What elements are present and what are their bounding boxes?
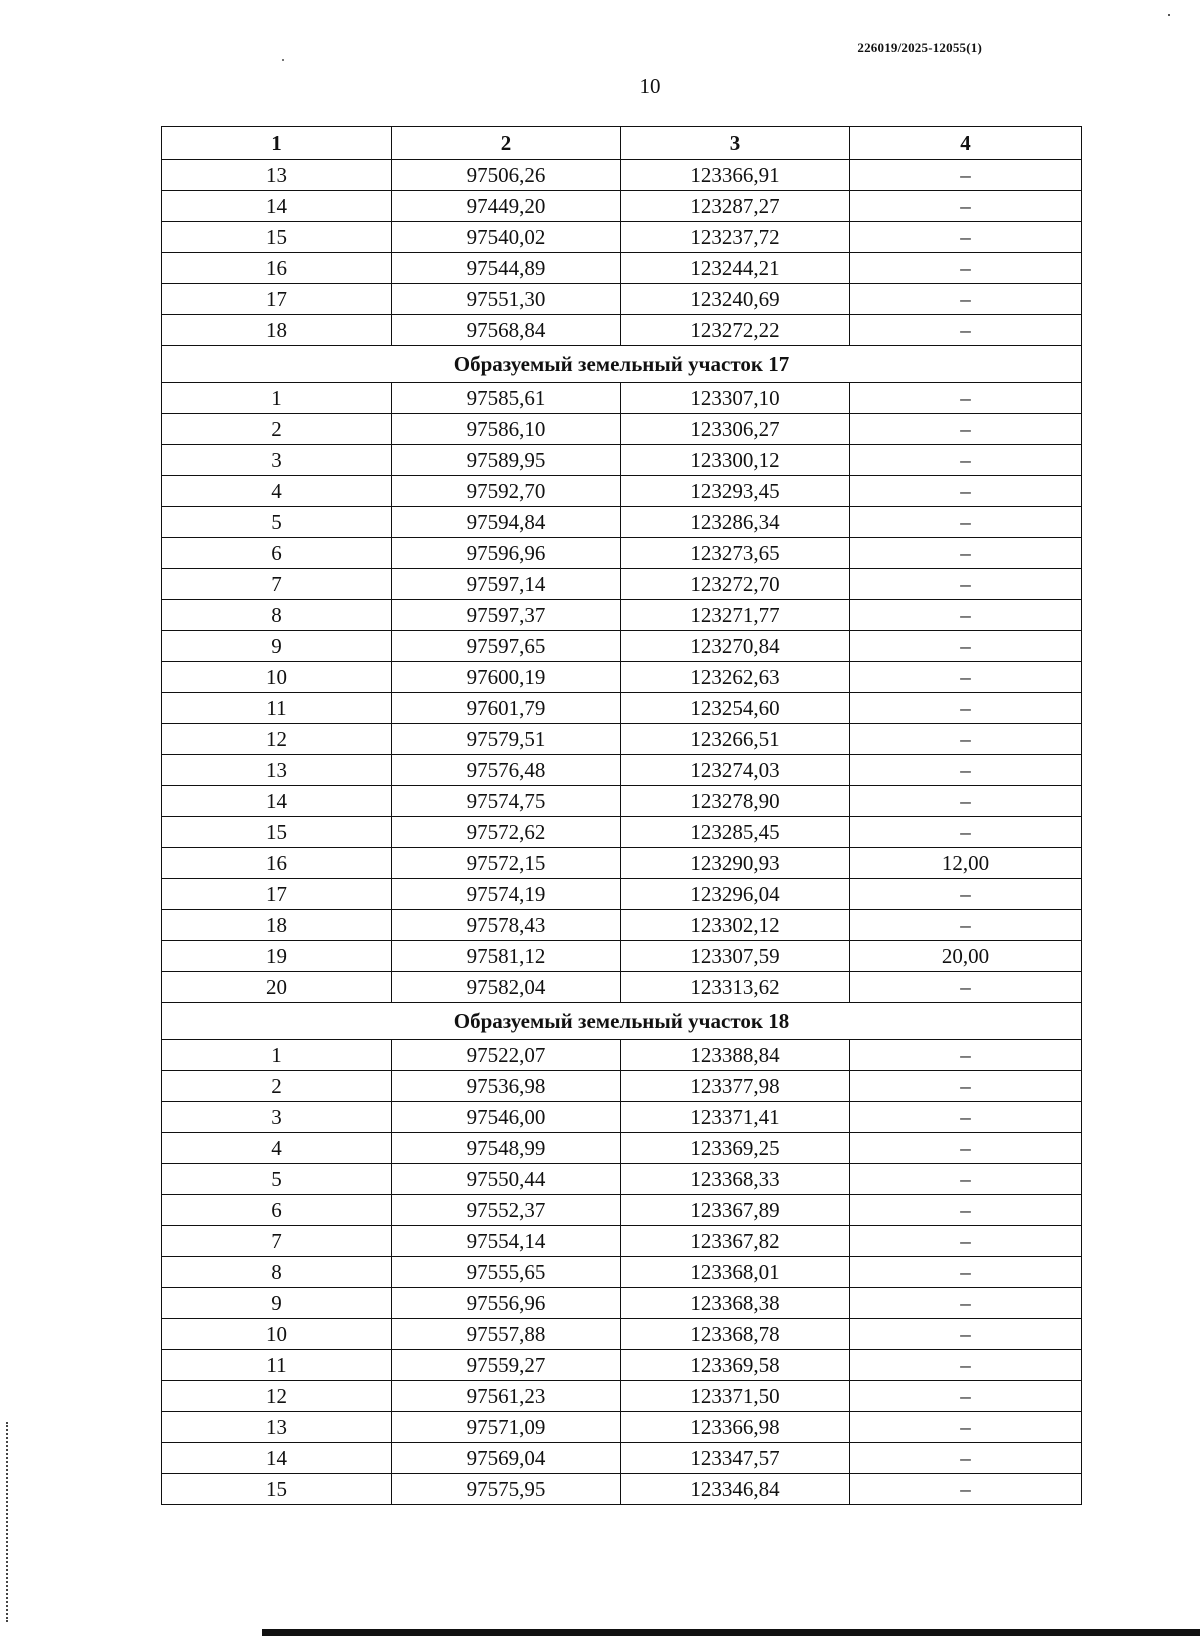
y-coordinate-cell: 123366,91: [621, 160, 850, 191]
y-coordinate-cell: 123300,12: [621, 445, 850, 476]
point-number-cell: 18: [162, 910, 392, 941]
x-coordinate-cell: 97597,37: [392, 600, 621, 631]
point-number-cell: 8: [162, 1257, 392, 1288]
distance-cell: –: [850, 507, 1082, 538]
table-row: [162, 222, 1082, 253]
table-row: [162, 253, 1082, 284]
x-coordinate-cell: 97556,96: [392, 1288, 621, 1319]
column-header-4: 4: [850, 127, 1082, 160]
distance-cell: –: [850, 160, 1082, 191]
table-row: [162, 445, 1082, 476]
y-coordinate-cell: 123307,10: [621, 383, 850, 414]
point-number-cell: 3: [162, 1102, 392, 1133]
distance-cell: 12,00: [850, 848, 1082, 879]
table-row: [162, 507, 1082, 538]
scan-edge-mark: [6, 1422, 8, 1622]
y-coordinate-cell: 123266,51: [621, 724, 850, 755]
point-number-cell: 3: [162, 445, 392, 476]
column-header-1: 1: [162, 127, 392, 160]
point-number-cell: 15: [162, 222, 392, 253]
distance-cell: –: [850, 755, 1082, 786]
table-row: [162, 1195, 1082, 1226]
y-coordinate-cell: 123371,50: [621, 1381, 850, 1412]
distance-cell: –: [850, 724, 1082, 755]
y-coordinate-cell: 123347,57: [621, 1443, 850, 1474]
table-row: [162, 476, 1082, 507]
table-row: [162, 1257, 1082, 1288]
table-row: [162, 662, 1082, 693]
section-title: Образуемый земельный участок 17: [162, 346, 1082, 383]
distance-cell: –: [850, 414, 1082, 445]
point-number-cell: 16: [162, 253, 392, 284]
distance-cell: –: [850, 600, 1082, 631]
point-number-cell: 18: [162, 315, 392, 346]
table-row: [162, 160, 1082, 191]
point-number-cell: 12: [162, 724, 392, 755]
distance-cell: –: [850, 538, 1082, 569]
table-row: [162, 786, 1082, 817]
point-number-cell: 20: [162, 972, 392, 1003]
scan-artifact-speck: [282, 59, 284, 61]
point-number-cell: 13: [162, 755, 392, 786]
distance-cell: –: [850, 879, 1082, 910]
distance-cell: –: [850, 445, 1082, 476]
x-coordinate-cell: 97585,61: [392, 383, 621, 414]
x-coordinate-cell: 97548,99: [392, 1133, 621, 1164]
distance-cell: –: [850, 1443, 1082, 1474]
y-coordinate-cell: 123367,82: [621, 1226, 850, 1257]
distance-cell: –: [850, 222, 1082, 253]
y-coordinate-cell: 123306,27: [621, 414, 850, 445]
x-coordinate-cell: 97544,89: [392, 253, 621, 284]
table-row: [162, 1443, 1082, 1474]
table-row: [162, 600, 1082, 631]
y-coordinate-cell: 123368,38: [621, 1288, 850, 1319]
point-number-cell: 14: [162, 1443, 392, 1474]
x-coordinate-cell: 97571,09: [392, 1412, 621, 1443]
y-coordinate-cell: 123368,33: [621, 1164, 850, 1195]
x-coordinate-cell: 97601,79: [392, 693, 621, 724]
section-row: [162, 1003, 1082, 1040]
distance-cell: –: [850, 1040, 1082, 1071]
y-coordinate-cell: 123273,65: [621, 538, 850, 569]
point-number-cell: 15: [162, 1474, 392, 1505]
point-number-cell: 10: [162, 1319, 392, 1350]
point-number-cell: 6: [162, 1195, 392, 1226]
x-coordinate-cell: 97551,30: [392, 284, 621, 315]
x-coordinate-cell: 97582,04: [392, 972, 621, 1003]
x-coordinate-cell: 97522,07: [392, 1040, 621, 1071]
point-number-cell: 9: [162, 631, 392, 662]
table-row: [162, 631, 1082, 662]
x-coordinate-cell: 97540,02: [392, 222, 621, 253]
x-coordinate-cell: 97578,43: [392, 910, 621, 941]
x-coordinate-cell: 97589,95: [392, 445, 621, 476]
table-row: [162, 910, 1082, 941]
x-coordinate-cell: 97554,14: [392, 1226, 621, 1257]
distance-cell: –: [850, 693, 1082, 724]
y-coordinate-cell: 123274,03: [621, 755, 850, 786]
y-coordinate-cell: 123254,60: [621, 693, 850, 724]
y-coordinate-cell: 123287,27: [621, 191, 850, 222]
table-row: [162, 1474, 1082, 1505]
table-row: [162, 1319, 1082, 1350]
x-coordinate-cell: 97546,00: [392, 1102, 621, 1133]
section-row: [162, 346, 1082, 383]
distance-cell: –: [850, 1071, 1082, 1102]
point-number-cell: 14: [162, 786, 392, 817]
y-coordinate-cell: 123278,90: [621, 786, 850, 817]
table-row: [162, 724, 1082, 755]
y-coordinate-cell: 123296,04: [621, 879, 850, 910]
point-number-cell: 11: [162, 1350, 392, 1381]
distance-cell: –: [850, 1319, 1082, 1350]
y-coordinate-cell: 123270,84: [621, 631, 850, 662]
x-coordinate-cell: 97552,37: [392, 1195, 621, 1226]
y-coordinate-cell: 123369,58: [621, 1350, 850, 1381]
x-coordinate-cell: 97586,10: [392, 414, 621, 445]
table-row: [162, 972, 1082, 1003]
x-coordinate-cell: 97576,48: [392, 755, 621, 786]
distance-cell: –: [850, 972, 1082, 1003]
distance-cell: –: [850, 662, 1082, 693]
distance-cell: –: [850, 1133, 1082, 1164]
point-number-cell: 5: [162, 507, 392, 538]
y-coordinate-cell: 123368,01: [621, 1257, 850, 1288]
table-body: [162, 160, 1082, 1505]
point-number-cell: 12: [162, 1381, 392, 1412]
table-row: [162, 1102, 1082, 1133]
distance-cell: –: [850, 1257, 1082, 1288]
x-coordinate-cell: 97579,51: [392, 724, 621, 755]
table-row: [162, 848, 1082, 879]
x-coordinate-cell: 97559,27: [392, 1350, 621, 1381]
y-coordinate-cell: 123388,84: [621, 1040, 850, 1071]
y-coordinate-cell: 123262,63: [621, 662, 850, 693]
table-row: [162, 1350, 1082, 1381]
distance-cell: –: [850, 631, 1082, 662]
y-coordinate-cell: 123313,62: [621, 972, 850, 1003]
y-coordinate-cell: 123302,12: [621, 910, 850, 941]
distance-cell: –: [850, 191, 1082, 222]
x-coordinate-cell: 97536,98: [392, 1071, 621, 1102]
distance-cell: –: [850, 1288, 1082, 1319]
point-number-cell: 2: [162, 414, 392, 445]
y-coordinate-cell: 123237,72: [621, 222, 850, 253]
distance-cell: –: [850, 1195, 1082, 1226]
distance-cell: –: [850, 786, 1082, 817]
distance-cell: –: [850, 1381, 1082, 1412]
table-row: [162, 879, 1082, 910]
y-coordinate-cell: 123367,89: [621, 1195, 850, 1226]
point-number-cell: 1: [162, 1040, 392, 1071]
table-row: [162, 1071, 1082, 1102]
x-coordinate-cell: 97569,04: [392, 1443, 621, 1474]
distance-cell: –: [850, 253, 1082, 284]
point-number-cell: 11: [162, 693, 392, 724]
y-coordinate-cell: 123272,22: [621, 315, 850, 346]
y-coordinate-cell: 123377,98: [621, 1071, 850, 1102]
y-coordinate-cell: 123271,77: [621, 600, 850, 631]
x-coordinate-cell: 97597,14: [392, 569, 621, 600]
x-coordinate-cell: 97550,44: [392, 1164, 621, 1195]
distance-cell: –: [850, 315, 1082, 346]
x-coordinate-cell: 97600,19: [392, 662, 621, 693]
y-coordinate-cell: 123272,70: [621, 569, 850, 600]
distance-cell: –: [850, 569, 1082, 600]
table-row: [162, 1040, 1082, 1071]
x-coordinate-cell: 97557,88: [392, 1319, 621, 1350]
x-coordinate-cell: 97592,70: [392, 476, 621, 507]
table-row: [162, 693, 1082, 724]
table-row: [162, 315, 1082, 346]
point-number-cell: 15: [162, 817, 392, 848]
distance-cell: –: [850, 476, 1082, 507]
x-coordinate-cell: 97572,15: [392, 848, 621, 879]
distance-cell: –: [850, 1474, 1082, 1505]
table-header-row: [162, 127, 1082, 160]
point-number-cell: 1: [162, 383, 392, 414]
point-number-cell: 7: [162, 569, 392, 600]
point-number-cell: 19: [162, 941, 392, 972]
point-number-cell: 14: [162, 191, 392, 222]
y-coordinate-cell: 123366,98: [621, 1412, 850, 1443]
point-number-cell: 9: [162, 1288, 392, 1319]
y-coordinate-cell: 123346,84: [621, 1474, 850, 1505]
y-coordinate-cell: 123369,25: [621, 1133, 850, 1164]
y-coordinate-cell: 123307,59: [621, 941, 850, 972]
distance-cell: –: [850, 910, 1082, 941]
y-coordinate-cell: 123285,45: [621, 817, 850, 848]
section-title: Образуемый земельный участок 18: [162, 1003, 1082, 1040]
distance-cell: –: [850, 284, 1082, 315]
table-row: [162, 1226, 1082, 1257]
x-coordinate-cell: 97555,65: [392, 1257, 621, 1288]
y-coordinate-cell: 123290,93: [621, 848, 850, 879]
point-number-cell: 13: [162, 1412, 392, 1443]
distance-cell: –: [850, 1164, 1082, 1195]
point-number-cell: 5: [162, 1164, 392, 1195]
table-row: [162, 1133, 1082, 1164]
distance-cell: –: [850, 1412, 1082, 1443]
distance-cell: 20,00: [850, 941, 1082, 972]
distance-cell: –: [850, 1226, 1082, 1257]
table-header: [162, 127, 1082, 160]
table-row: [162, 569, 1082, 600]
x-coordinate-cell: 97506,26: [392, 160, 621, 191]
table-row: [162, 1288, 1082, 1319]
point-number-cell: 8: [162, 600, 392, 631]
y-coordinate-cell: 123293,45: [621, 476, 850, 507]
x-coordinate-cell: 97581,12: [392, 941, 621, 972]
x-coordinate-cell: 97596,96: [392, 538, 621, 569]
table-row: [162, 1412, 1082, 1443]
table-row: [162, 414, 1082, 445]
x-coordinate-cell: 97568,84: [392, 315, 621, 346]
table-row: [162, 191, 1082, 222]
point-number-cell: 4: [162, 1133, 392, 1164]
x-coordinate-cell: 97574,19: [392, 879, 621, 910]
document-number: 226019/2025-12055(1): [857, 40, 982, 55]
distance-cell: –: [850, 817, 1082, 848]
x-coordinate-cell: 97594,84: [392, 507, 621, 538]
page-number: 10: [639, 74, 661, 98]
scan-artifact-dot: [1168, 14, 1170, 16]
table-row: [162, 755, 1082, 786]
table-row: [162, 1381, 1082, 1412]
point-number-cell: 17: [162, 879, 392, 910]
table-row: [162, 383, 1082, 414]
x-coordinate-cell: 97561,23: [392, 1381, 621, 1412]
point-number-cell: 4: [162, 476, 392, 507]
distance-cell: –: [850, 383, 1082, 414]
table-row: [162, 817, 1082, 848]
x-coordinate-cell: 97574,75: [392, 786, 621, 817]
x-coordinate-cell: 97597,65: [392, 631, 621, 662]
point-number-cell: 16: [162, 848, 392, 879]
table-row: [162, 1164, 1082, 1195]
table-row: [162, 941, 1082, 972]
point-number-cell: 13: [162, 160, 392, 191]
y-coordinate-cell: 123286,34: [621, 507, 850, 538]
table-row: [162, 284, 1082, 315]
coordinates-table: [161, 126, 1082, 1505]
x-coordinate-cell: 97449,20: [392, 191, 621, 222]
table-row: [162, 538, 1082, 569]
point-number-cell: 7: [162, 1226, 392, 1257]
y-coordinate-cell: 123371,41: [621, 1102, 850, 1133]
x-coordinate-cell: 97572,62: [392, 817, 621, 848]
column-header-3: 3: [621, 127, 850, 160]
distance-cell: –: [850, 1350, 1082, 1381]
y-coordinate-cell: 123368,78: [621, 1319, 850, 1350]
point-number-cell: 10: [162, 662, 392, 693]
y-coordinate-cell: 123244,21: [621, 253, 850, 284]
distance-cell: –: [850, 1102, 1082, 1133]
scan-bottom-edge: [262, 1629, 1200, 1636]
x-coordinate-cell: 97575,95: [392, 1474, 621, 1505]
column-header-2: 2: [392, 127, 621, 160]
point-number-cell: 6: [162, 538, 392, 569]
point-number-cell: 17: [162, 284, 392, 315]
point-number-cell: 2: [162, 1071, 392, 1102]
y-coordinate-cell: 123240,69: [621, 284, 850, 315]
